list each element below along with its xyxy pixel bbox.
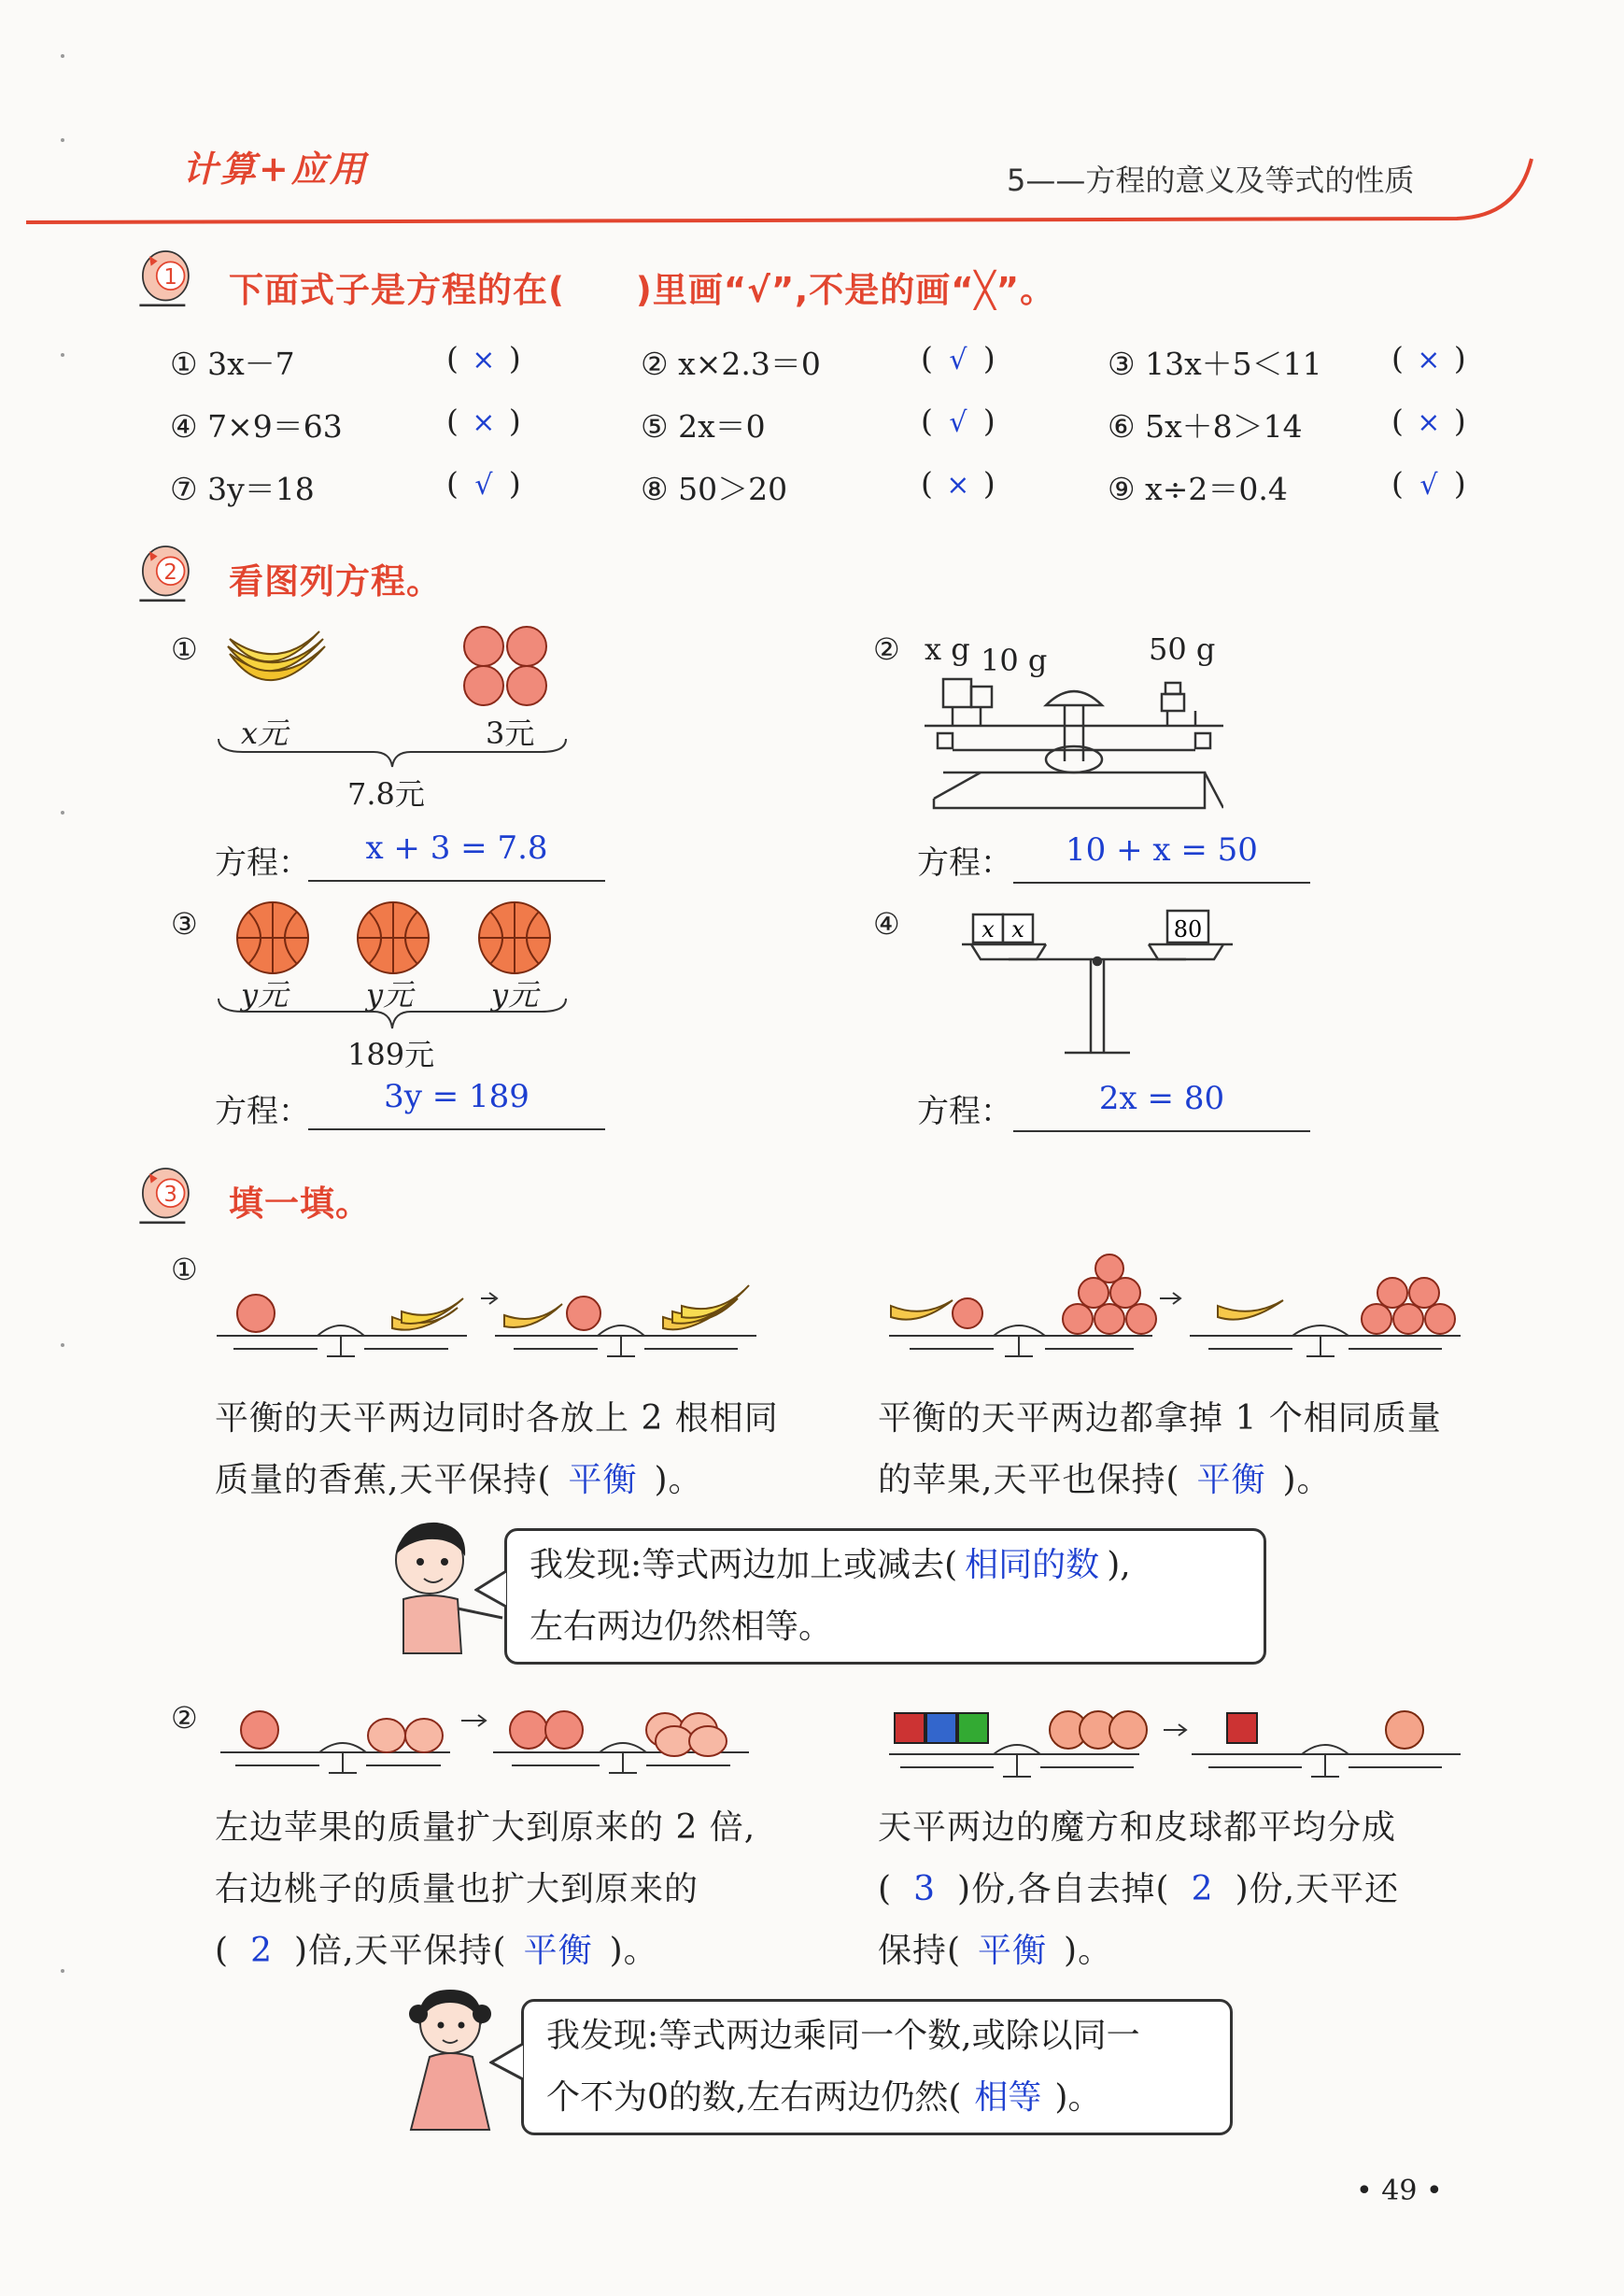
svg-text:2: 2 bbox=[163, 560, 177, 585]
section1-title: 下面式子是方程的在( )里画“√”,不是的画“╳”。 bbox=[229, 270, 1056, 310]
answer-mark: × bbox=[946, 469, 970, 502]
answer-parentheses: ( × ) bbox=[1391, 403, 1466, 439]
fill-answer: 3 bbox=[913, 1870, 936, 1908]
equation-answer: 10 + x = 50 bbox=[1066, 831, 1258, 869]
item-expression: 50＞20 bbox=[678, 471, 788, 507]
label-x-yuan: x元 bbox=[241, 716, 289, 751]
item-number: ⑨ bbox=[1108, 471, 1146, 507]
item-expression: x÷2＝0.4 bbox=[1145, 471, 1288, 507]
apples-image bbox=[458, 624, 560, 713]
item-expression: 2x＝0 bbox=[678, 408, 766, 445]
discovery-bubble-2: 我发现:等式两边乘同一个数,或除以同一 个不为0的数,左右两边仍然( 相等 )。 bbox=[521, 1999, 1233, 2135]
equation-item bbox=[170, 340, 295, 384]
fill-answer: 平衡 bbox=[568, 1461, 638, 1499]
equation-item bbox=[641, 340, 821, 384]
answer-line bbox=[308, 878, 605, 882]
section3-title: 填一填。 bbox=[229, 1183, 371, 1224]
q-number: ③ bbox=[171, 906, 198, 942]
item-expression: 5x＋8＞14 bbox=[1145, 408, 1303, 445]
equation-answer: x + 3 = 7.8 bbox=[365, 829, 548, 867]
label-x-g: x g bbox=[925, 631, 970, 667]
bird-number-icon bbox=[129, 540, 194, 605]
q-number: ② bbox=[171, 1700, 198, 1736]
section2-title: 看图列方程。 bbox=[229, 561, 442, 602]
q-number: ① bbox=[171, 1252, 198, 1287]
brace bbox=[215, 733, 570, 771]
equation-item bbox=[1108, 340, 1322, 384]
answer-mark: × bbox=[472, 344, 496, 376]
equation-answer: 3y = 189 bbox=[384, 1078, 530, 1115]
answer-parentheses: ( √ ) bbox=[446, 465, 521, 502]
answer-mark: √ bbox=[474, 469, 493, 502]
answer-parentheses: ( × ) bbox=[446, 340, 521, 376]
label-y-yuan: y元 bbox=[491, 977, 539, 1013]
equation-answer: 2x = 80 bbox=[1098, 1080, 1225, 1117]
label-y-yuan: y元 bbox=[366, 977, 414, 1013]
bubble-tail bbox=[474, 1569, 508, 1610]
bird-number-icon bbox=[129, 245, 194, 310]
equation-label: 方程： bbox=[917, 844, 1012, 882]
svg-text:x: x bbox=[981, 916, 995, 942]
answer-line bbox=[1013, 1128, 1310, 1132]
answer-parentheses: ( × ) bbox=[1391, 340, 1466, 376]
item-expression: 13x＋5＜11 bbox=[1145, 346, 1322, 382]
item-expression: 7×9＝63 bbox=[207, 408, 343, 445]
fill-answer: 2 bbox=[250, 1932, 273, 1970]
equation-item bbox=[1108, 403, 1303, 446]
equation-item bbox=[170, 465, 315, 509]
fill-answer: 相等 bbox=[974, 2078, 1042, 2117]
item-number: ② bbox=[641, 346, 679, 382]
brace bbox=[215, 995, 570, 1036]
margin-dots bbox=[51, 47, 79, 2289]
label-3-yuan: 3元 bbox=[486, 716, 535, 751]
fill-answer: 相同的数 bbox=[965, 1546, 1100, 1584]
answer-parentheses: ( √ ) bbox=[921, 403, 996, 439]
answer-parentheses: ( × ) bbox=[921, 465, 996, 502]
label-total-189: 189元 bbox=[347, 1037, 435, 1072]
q1-right-text: 平衡的天平两边都拿掉 1 个相同质量 的苹果,天平也保持( 平衡 )。 bbox=[878, 1388, 1513, 1511]
answer-mark: √ bbox=[1419, 469, 1438, 502]
equation-label: 方程： bbox=[917, 1093, 1012, 1130]
chapter-title: 5——方程的意义及等式的性质 bbox=[1007, 163, 1415, 198]
item-number: ① bbox=[170, 346, 208, 382]
q-number: ④ bbox=[873, 906, 900, 942]
q-number: ② bbox=[873, 631, 900, 667]
answer-mark: √ bbox=[949, 406, 967, 439]
q-number: ① bbox=[171, 631, 198, 667]
answer-line bbox=[1013, 880, 1310, 884]
balance-apples-sequence bbox=[882, 1252, 1479, 1364]
lever-balance-image bbox=[962, 901, 1233, 1060]
svg-text:x: x bbox=[1011, 916, 1024, 942]
equation-item bbox=[641, 465, 787, 509]
equation-item bbox=[641, 403, 766, 446]
discovery-bubble-1: 我发现:等式两边加上或减去( 相同的数 ), 左右两边仍然相等。 bbox=[504, 1528, 1266, 1665]
fill-answer: 平衡 bbox=[1196, 1461, 1266, 1499]
balance-cubes-balls-sequence bbox=[882, 1693, 1479, 1795]
answer-parentheses: ( √ ) bbox=[1391, 465, 1466, 502]
bananas-image bbox=[222, 626, 334, 705]
label-10-g: 10 g bbox=[981, 643, 1048, 678]
brand-title: 计算+应用 bbox=[182, 148, 368, 190]
equation-label: 方程： bbox=[215, 844, 310, 882]
bubble-tail bbox=[489, 2042, 525, 2083]
answer-mark: √ bbox=[949, 344, 967, 376]
fill-answer: 平衡 bbox=[978, 1932, 1048, 1970]
svg-text:1: 1 bbox=[163, 265, 177, 290]
bird-number-icon bbox=[129, 1162, 194, 1227]
label-y-yuan: y元 bbox=[241, 977, 289, 1013]
q1-left-text: 平衡的天平两边同时各放上 2 根相同 质量的香蕉,天平保持( 平衡 )。 bbox=[215, 1388, 850, 1511]
item-number: ⑤ bbox=[641, 408, 679, 445]
answer-parentheses: ( √ ) bbox=[921, 340, 996, 376]
item-expression: x×2.3＝0 bbox=[678, 346, 821, 382]
basketballs-image bbox=[230, 899, 566, 981]
item-expression: 3x－7 bbox=[207, 346, 295, 382]
page-number: • 49 • bbox=[1356, 2175, 1443, 2207]
balance-apples-peaches-sequence bbox=[217, 1693, 751, 1786]
label-50-g: 50 g bbox=[1149, 631, 1216, 667]
item-number: ⑥ bbox=[1108, 408, 1146, 445]
answer-mark: × bbox=[1417, 406, 1441, 439]
item-number: ③ bbox=[1108, 346, 1146, 382]
svg-text:80: 80 bbox=[1173, 916, 1203, 942]
answer-parentheses: ( × ) bbox=[446, 403, 521, 439]
equation-item bbox=[1108, 465, 1288, 509]
label-total-7-8: 7.8元 bbox=[347, 776, 425, 812]
balance-bananas-sequence bbox=[215, 1270, 756, 1364]
header-rule bbox=[0, 140, 1624, 234]
fill-answer: 平衡 bbox=[523, 1932, 593, 1970]
answer-mark: × bbox=[1417, 344, 1441, 376]
svg-text:3: 3 bbox=[163, 1183, 177, 1207]
q2-right-text: 天平两边的魔方和皮球都平均分成 ( 3 )份,各自去掉( 2 )份,天平还 保持( 平衡 )。 bbox=[878, 1797, 1513, 1982]
pan-balance-image bbox=[925, 668, 1223, 817]
item-number: ④ bbox=[170, 408, 208, 445]
fill-answer: 2 bbox=[1191, 1870, 1214, 1908]
answer-mark: × bbox=[472, 406, 496, 439]
item-expression: 3y＝18 bbox=[207, 471, 315, 507]
equation-item bbox=[170, 403, 343, 446]
answer-line bbox=[308, 1127, 605, 1130]
item-number: ⑦ bbox=[170, 471, 208, 507]
equation-label: 方程： bbox=[215, 1093, 310, 1130]
q2-left-text: 左边苹果的质量扩大到原来的 2 倍, 右边桃子的质量也扩大到原来的 ( 2 )倍,天平保持( 平衡 )。 bbox=[215, 1797, 850, 1982]
item-number: ⑧ bbox=[641, 471, 679, 507]
